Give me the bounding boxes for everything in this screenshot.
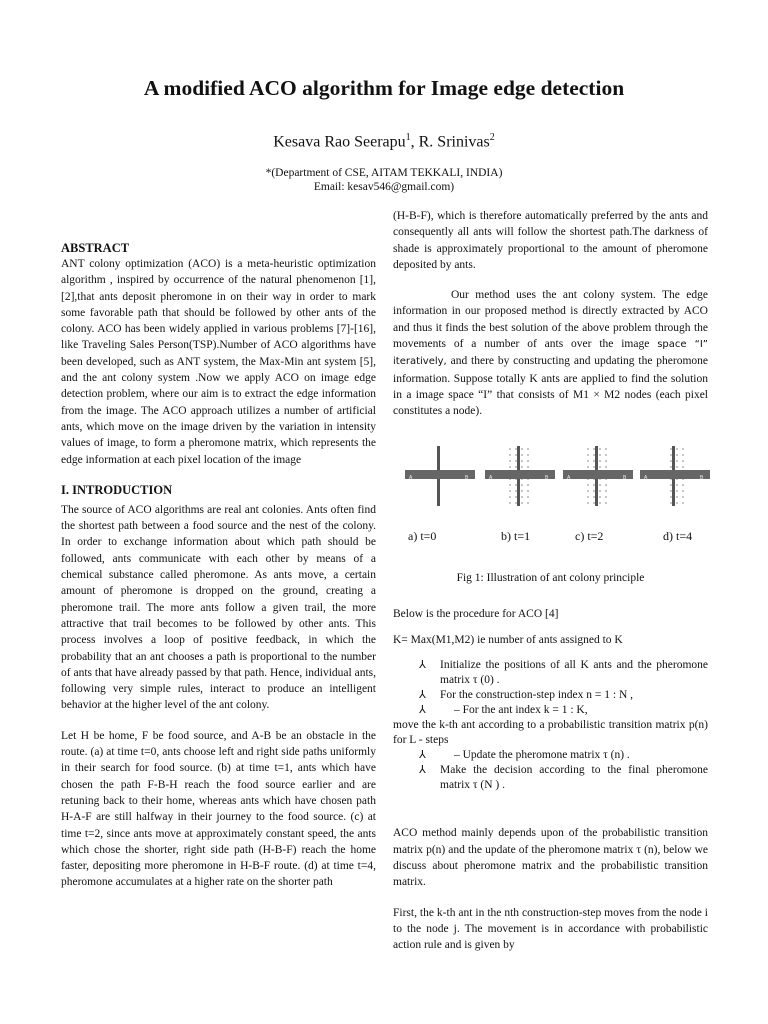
- figure-panel-t4: A B: [640, 446, 710, 506]
- method-paragraph: Our method uses the ant colony system. The edge information in our proposed method is directly extracted by ACO and thus it finds the best solution of the above problem through the movements of a number of ants over the image space “I” iteratively, and there by constructing and updating the pheromone information. Suppose totally K ants are applied to find the solution in a image space “I” that consists of M1 × M2 nodes (each pixel constitutes a node).: [393, 289, 708, 418]
- caption-t1: b) t=1: [501, 528, 531, 543]
- paper-title: A modified ACO algorithm for Image edge detection: [143, 76, 625, 100]
- right-paragraph-1: (H-B-F), which is therefore automatically preferred by the ants and consequently all ants will follow the shortest path.The darkness of shade is approximately proportional to the amount of pheromone deposited by ants.: [393, 210, 708, 271]
- author-1: Kesava Rao Seerapu: [273, 133, 406, 151]
- right-column: [393, 208, 708, 954]
- ant-colony-figure: [393, 438, 708, 508]
- author-1-affil-mark: 1: [405, 132, 411, 143]
- procedure-step: ⅄ Make the decision according to the final pheromone matrix τ (N ) .: [419, 764, 708, 792]
- author-separator: ,: [410, 133, 419, 151]
- author-2-affil-mark: 2: [489, 132, 495, 143]
- figure-panel-t1: A B: [485, 446, 555, 506]
- abstract-heading: ABSTRACT: [61, 241, 130, 255]
- email: Email: kesav546@gmail.com): [313, 181, 455, 193]
- left-column: [61, 240, 376, 891]
- figure-panel-t0: A B: [405, 446, 475, 506]
- figure-title: Fig 1: Illustration of ant colony principle: [456, 571, 645, 584]
- affiliation-block: [0, 166, 768, 194]
- procedure-step: ⅄ – For the ant index k = 1 : K,: [419, 704, 588, 717]
- procedure-intro: Below is the procedure for ACO [4]: [393, 607, 559, 620]
- author-2: R. Srinivas: [418, 133, 490, 151]
- move-step: move the k-th ant according to a probabilistic transition matrix p(n) for L - steps: [393, 719, 708, 747]
- movement-paragraph: First, the k-th ant in the nth construction-step moves from the node i to the node j. The movement is in accordance with probabilistic action rule and is given by: [393, 906, 708, 952]
- abstract-text: ANT colony optimization (ACO) is a meta-heuristic optimization algorithm , inspired by occurrence of the natural phenomenon [1],[2],that ants deposit pheromone in on their way in order to mark some favorable path that should be followed by other ants of the colony. ACO has been widely applied in various problems [7]-[16], like Traveling Sales Person(TSP).Number of ACO algorithms have been developed, such as ANT system, the Max-Min ant system [5], and the ant colony system .Now we apply ACO on image edge detection problem, where our aim is to extract the edge information from the image. The ACO approach utilizes a number of artificial ants, which move on the image driven by the variation in intensity values of image, to form a pheromone matrix, which represents the edge information at each pixel location of the image: [61, 258, 376, 466]
- caption-t0: a) t=0: [408, 528, 437, 543]
- procedure-steps-2: [393, 748, 708, 793]
- image-space-label: space “I” iteratively,: [393, 339, 708, 368]
- figure-panel-t2: A B: [563, 446, 633, 506]
- k-definition: K= Max(M1,M2) ie number of ants assigned to K: [393, 634, 623, 647]
- procedure-steps: [393, 658, 708, 718]
- aco-method-paragraph: ACO method mainly depends upon of the probabilistic transition matrix p(n) and the update of the pheromone matrix τ (n), below we discuss about pheromone matrix and the probabilistic transition matrix.: [393, 827, 708, 889]
- intro-paragraph-1: The source of ACO algorithms are real ant colonies. Ants often find the shortest path between a food source and the nest of the colony. In order to exchange information about which path should be followed, ants communicate with each other by means of a chemical substance called pheromone. As ants move, a certain amount of pheromone is dropped on the ground, creating a pheromone trail. The more ants follow a given trail, the more attractive that trail becomes to be followed by other ants. This process involves a loop of positive feedback, in which the probability that an ant chooses a path is proportional to the number of ants that have already passed by that path. Hence, individual ants, following very simple rules, interact to produce an intelligent behavior at the higher level of the ant colony.: [61, 503, 376, 712]
- procedure-step: ⅄ Initialize the positions of all K ants and the pheromone matrix τ (0) .: [419, 659, 708, 687]
- figure-captions: [393, 528, 708, 548]
- caption-t4: d) t=4: [663, 528, 693, 543]
- intro-paragraph-2: Let H be home, F be food source, and A-B be an obstacle in the route. (a) at time t=0, ants choose left and right side paths uniformly in their search for food source. (b) at time t=1, ants which have chosen the path F-B-H reach the food source earlier and are retuning back to their home, whereas ants which have chosen path H-A-F are still halfway in their journey to the food source. (c) at time t=2, since ants move at approximately constant speed, the ants which chose the shorter, right side path (H-B-F) reach the home faster, depositing more pheromone in H-B-F route. (d) at time t=4, pheromone accumulates at a higher rate on the shorter path: [61, 729, 376, 889]
- affiliation: *(Department of CSE, AITAM TEKKALI, INDIA): [265, 167, 503, 179]
- author-line: [0, 132, 768, 151]
- caption-t2: c) t=2: [575, 528, 604, 543]
- procedure-step: ⅄ – Update the pheromone matrix τ (n) .: [419, 749, 630, 762]
- introduction-heading: I. INTRODUCTION: [61, 482, 173, 497]
- procedure-step: ⅄ For the construction-step index n = 1 : N ,: [419, 689, 634, 702]
